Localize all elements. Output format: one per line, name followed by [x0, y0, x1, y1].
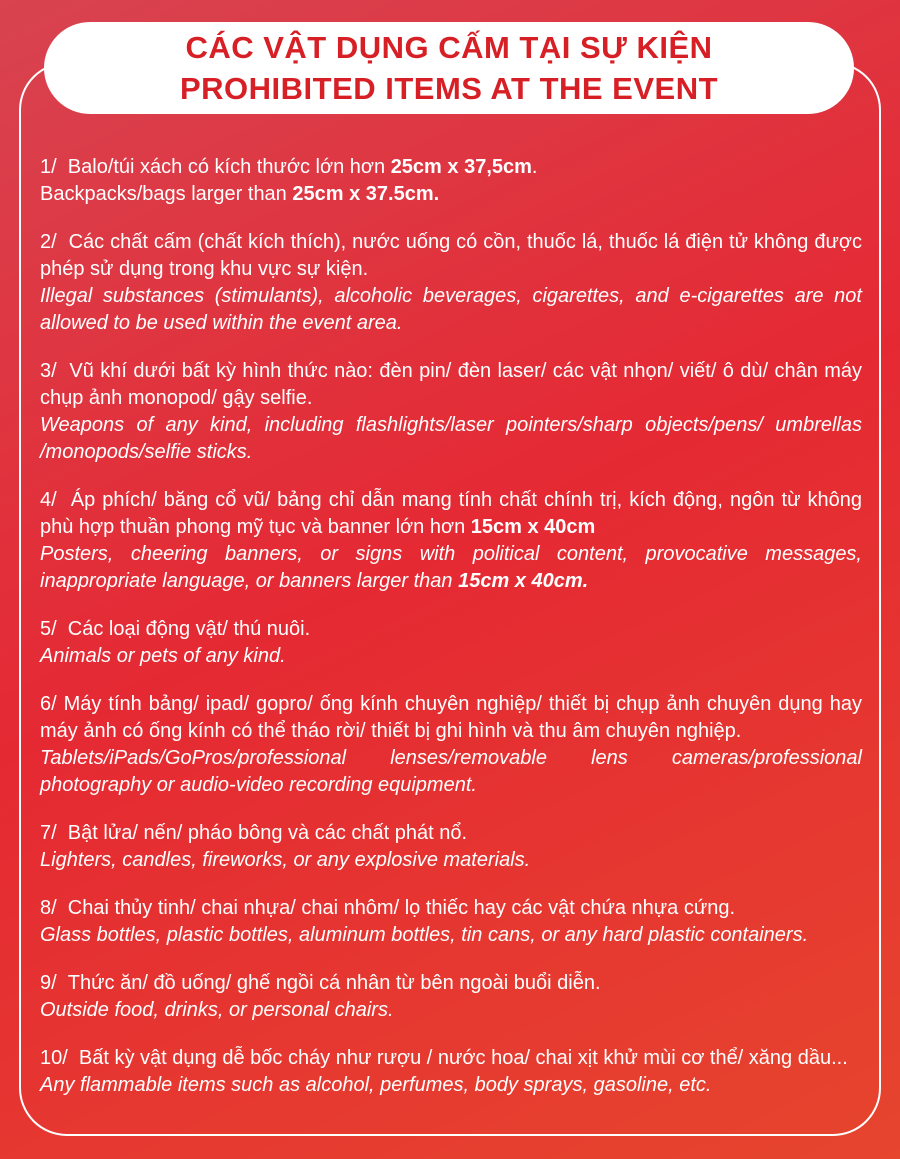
- prohibited-list: [40, 154, 862, 1120]
- title-vietnamese: CÁC VẬT DỤNG CẤM TẠI SỰ KIỆN: [185, 30, 713, 65]
- item-7-english: [40, 847, 862, 874]
- text-segment: 10/ Bất kỳ vật dụng dễ bốc cháy như rượu / nước hoa/ chai xịt khử mùi cơ thể/ xăng dầu...: [40, 1047, 848, 1069]
- text-segment: Backpacks/bags larger than: [40, 183, 293, 205]
- text-segment: 8/ Chai thủy tinh/ chai nhựa/ chai nhôm/ lọ thiếc hay các vật chứa nhựa cứng.: [40, 897, 736, 919]
- item-8-english: [40, 922, 862, 949]
- text-segment: 7/ Bật lửa/ nến/ pháo bông và các chất phát nổ.: [40, 822, 468, 844]
- item-9-vietnamese: [40, 970, 862, 997]
- text-segment: .: [531, 156, 538, 178]
- item-2-vietnamese: [40, 229, 862, 283]
- item-4-vietnamese: [40, 487, 862, 541]
- list-item-3: [40, 358, 862, 466]
- text-segment: 2/ Các chất cấm (chất kích thích), nước uống có cồn, thuốc lá, thuốc lá điện tử không được phép sử dụng trong khu vực sự kiện.: [40, 231, 862, 280]
- item-6-vietnamese: [40, 691, 862, 745]
- item-5-english: [40, 643, 862, 670]
- text-segment: 1/ Balo/túi xách có kích thước lớn hơn: [40, 156, 391, 178]
- item-2-english: [40, 283, 862, 337]
- item-5-vietnamese: [40, 616, 862, 643]
- list-item-10: [40, 1045, 862, 1099]
- text-segment: 4/ Áp phích/ băng cổ vũ/ bảng chỉ dẫn mang tính chất chính trị, kích động, ngôn từ không phù hợp thuần phong mỹ tục và banner lớn hơn: [40, 489, 862, 538]
- text-segment: Any flammable items such as alcohol, perfumes, body sprays, gasoline, etc.: [40, 1074, 712, 1096]
- list-item-8: [40, 895, 862, 949]
- text-segment: Glass bottles, plastic bottles, aluminum bottles, tin cans, or any hard plastic containers.: [40, 924, 809, 946]
- item-1-english: [40, 181, 862, 208]
- text-segment: Tablets/iPads/GoPros/professional lenses/removable lens cameras/professional photography or audio-video recording equipment.: [40, 747, 862, 796]
- text-segment: Weapons of any kind, including flashlights/laser pointers/sharp objects/pens/ umbrellas /monopods/selfie sticks.: [40, 414, 862, 463]
- text-segment: Lighters, candles, fireworks, or any explosive materials.: [40, 849, 531, 871]
- text-segment: 6/ Máy tính bảng/ ipad/ gopro/ ống kính chuyên nghiệp/ thiết bị chụp ảnh chuyên dụng hay máy ảnh có ống kính có thể tháo rời/ thiết bị ghi hình và thu âm chuyên nghiệp.: [40, 693, 862, 742]
- list-item-4: [40, 487, 862, 595]
- item-4-english: [40, 541, 862, 595]
- list-item-1: [40, 154, 862, 208]
- header-banner: [44, 22, 854, 114]
- text-segment: Illegal substances (stimulants), alcoholic beverages, cigarettes, and e-cigarettes are not allowed to be used within the event area.: [40, 285, 862, 334]
- title-english: PROHIBITED ITEMS AT THE EVENT: [179, 71, 719, 106]
- list-item-7: [40, 820, 862, 874]
- list-item-6: [40, 691, 862, 799]
- text-segment: Outside food, drinks, or personal chairs.: [40, 999, 394, 1021]
- item-9-english: [40, 997, 862, 1024]
- item-3-vietnamese: [40, 358, 862, 412]
- bold-size-text: 25cm x 37,5cm: [390, 156, 532, 178]
- bold-size-text: 25cm x 37.5cm.: [292, 183, 440, 205]
- list-item-5: [40, 616, 862, 670]
- bold-size-text: 15cm x 40cm: [470, 516, 596, 538]
- text-segment: Posters, cheering banners, or signs with political content, provocative messages, inappropriate language, or banners larger than: [40, 543, 862, 592]
- item-10-vietnamese: [40, 1045, 862, 1072]
- bold-size-text: 15cm x 40cm.: [458, 570, 589, 592]
- text-segment: 9/ Thức ăn/ đồ uống/ ghế ngồi cá nhân từ bên ngoài buổi diễn.: [40, 972, 601, 994]
- item-6-english: [40, 745, 862, 799]
- list-item-9: [40, 970, 862, 1024]
- item-8-vietnamese: [40, 895, 862, 922]
- item-3-english: [40, 412, 862, 466]
- item-10-english: [40, 1072, 862, 1099]
- text-segment: 3/ Vũ khí dưới bất kỳ hình thức nào: đèn pin/ đèn laser/ các vật nhọn/ viết/ ô dù/ chân máy chụp ảnh monopod/ gậy selfie.: [40, 360, 862, 409]
- text-segment: 5/ Các loại động vật/ thú nuôi.: [40, 618, 311, 640]
- list-item-2: [40, 229, 862, 337]
- item-1-vietnamese: [40, 154, 862, 181]
- item-7-vietnamese: [40, 820, 862, 847]
- text-segment: Animals or pets of any kind.: [40, 645, 286, 667]
